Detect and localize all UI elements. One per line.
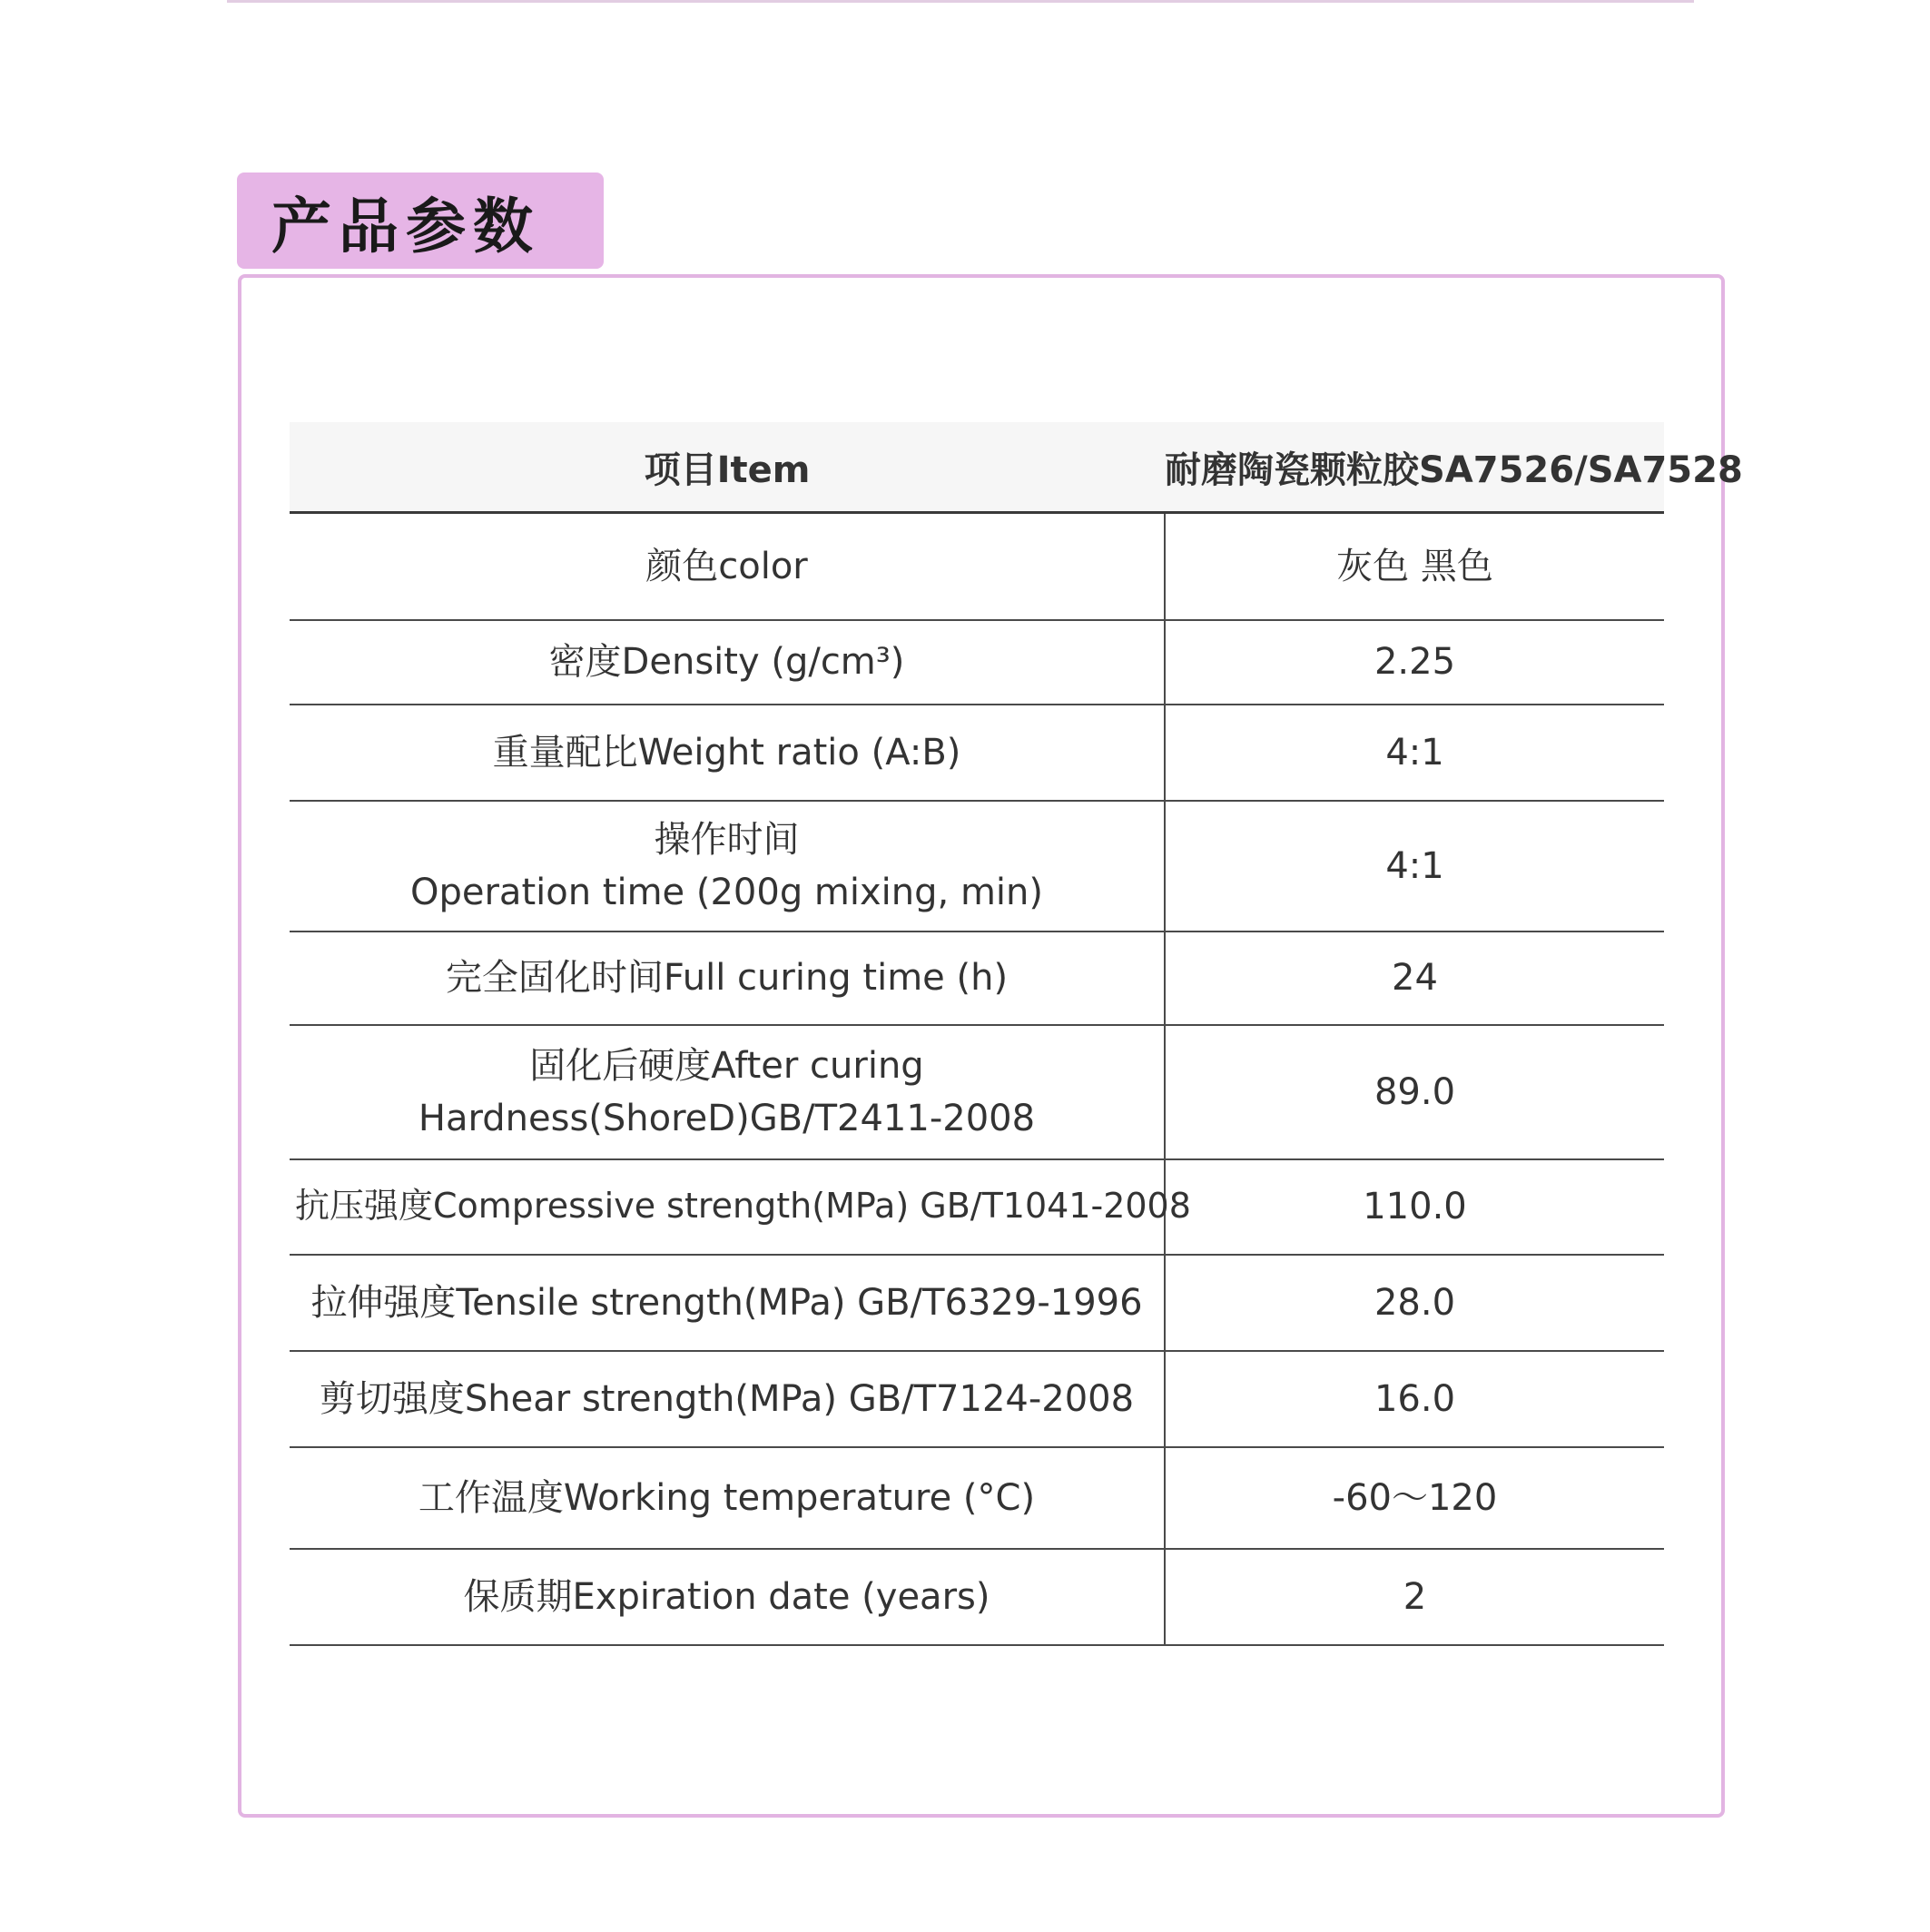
item-cell (290, 801, 1165, 932)
item-label: 剪切强度Shear strength(MPa) GB/T7124-2008 (319, 1377, 1135, 1420)
item-cell (290, 1549, 1165, 1645)
header-item: 项目Item (290, 422, 1165, 513)
section-title-tab (237, 172, 604, 269)
table-row (290, 1025, 1664, 1159)
item-label: 颜色color (645, 545, 808, 587)
table-row (290, 1255, 1664, 1351)
value-cell: 110.0 (1165, 1159, 1664, 1255)
header-product: 耐磨陶瓷颗粒胶SA7526/SA7528 (1165, 422, 1664, 513)
value-cell: 24 (1165, 932, 1664, 1025)
section-title: 产品参数 (271, 191, 540, 261)
item-cell (290, 705, 1165, 801)
value-cell: 4:1 (1165, 705, 1664, 801)
item-cell (290, 513, 1165, 620)
item-label: 工作温度Working temperature (°C) (418, 1476, 1036, 1519)
table-row (290, 801, 1664, 932)
value-cell: 2.25 (1165, 620, 1664, 705)
value-cell: 灰色 黑色 (1165, 513, 1664, 620)
item-label: 抗压强度Compressive strength(MPa) GB/T1041-2008 (295, 1186, 1191, 1227)
table-row (290, 1447, 1664, 1549)
table-header-row (290, 422, 1664, 513)
item-label: 保质期Expiration date (years) (463, 1575, 990, 1618)
table-row (290, 620, 1664, 705)
item-cell (290, 1351, 1165, 1447)
table-row (290, 1159, 1664, 1255)
item-label-line2: Operation time (200g mixing, min) (410, 871, 1043, 913)
item-cell (290, 620, 1165, 705)
item-label: 拉伸强度Tensile strength(MPa) GB/T6329-1996 (310, 1281, 1143, 1324)
item-cell (290, 932, 1165, 1025)
table-row (290, 1351, 1664, 1447)
value-cell: 89.0 (1165, 1025, 1664, 1159)
item-label: 操作时间 (654, 818, 800, 861)
value-cell: 28.0 (1165, 1255, 1664, 1351)
table-row (290, 513, 1664, 620)
value-cell: 2 (1165, 1549, 1664, 1645)
table-row (290, 705, 1664, 801)
item-label: 密度Density (g/cm³) (548, 641, 905, 683)
item-label: 固化后硬度After curing (529, 1044, 924, 1087)
item-cell (290, 1159, 1191, 1255)
value-cell: -60～120 (1165, 1447, 1664, 1549)
value-cell: 4:1 (1165, 801, 1664, 932)
item-label: 重量配比Weight ratio (A:B) (492, 731, 961, 774)
table-row (290, 1549, 1664, 1645)
item-label: 完全固化时间Full curing time (h) (445, 957, 1009, 999)
item-cell (290, 1025, 1165, 1159)
spec-table (290, 422, 1743, 1646)
top-divider (227, 0, 1694, 3)
item-label-line2: Hardness(ShoreD)GB/T2411-2008 (418, 1097, 1036, 1139)
item-cell (290, 1447, 1165, 1549)
value-cell: 16.0 (1165, 1351, 1664, 1447)
item-cell (290, 1255, 1165, 1351)
table-row (290, 932, 1664, 1025)
